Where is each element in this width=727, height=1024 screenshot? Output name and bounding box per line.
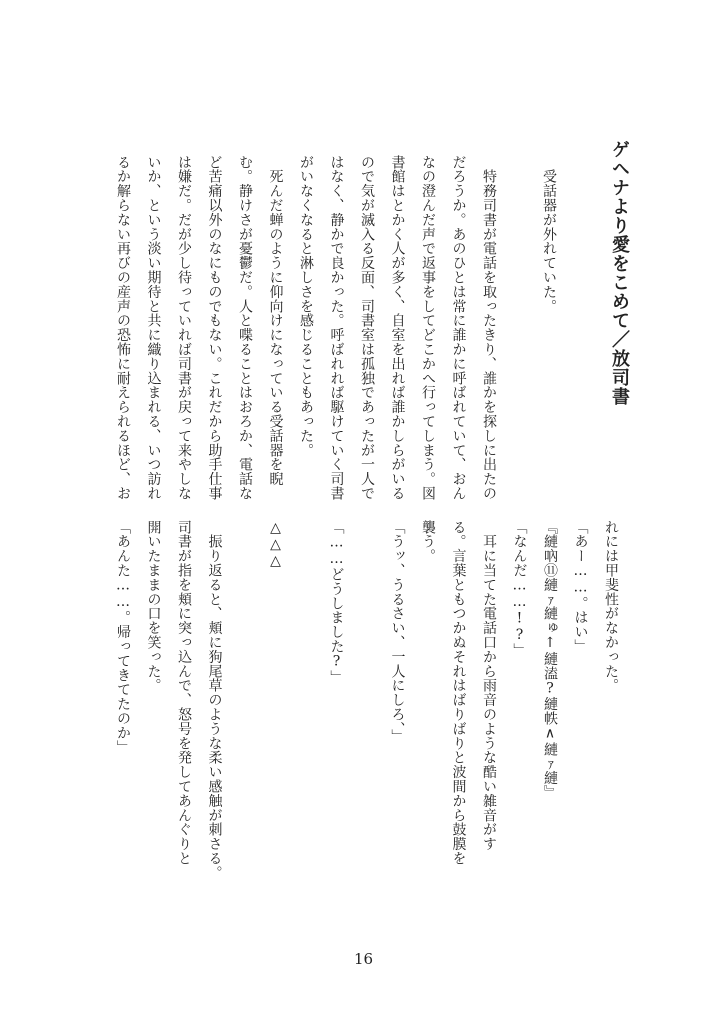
text-column: 「あんた……。帰ってきてたのか」 (115, 520, 131, 755)
text-column: 「うッ、うるさい、一人にしろ、」 (389, 520, 406, 744)
page-number: 16 (353, 950, 374, 968)
text-column: はなく、静かで良かった。呼ばれれば駆けていく司書 (328, 155, 345, 501)
text-column: む。静けさが憂鬱だ。人と喋ることはおろか、電話な (237, 155, 253, 501)
text-column: 司書が指を頬に突っ込んで、怒号を発してあんぐりと (176, 520, 192, 866)
text-column: 受話器が外れていた。 (541, 155, 557, 314)
text-column: るか解らない再びの産声の恐怖に耐えられるほど、お (115, 155, 131, 501)
text-column: 死んだ蝉のように仰向けになっている受話器を睨 (267, 155, 284, 487)
text-column: 特務司書が電話を取ったきり、誰かを探しに出たの (481, 155, 497, 501)
text-column: 「なんだ……!?」 (511, 520, 528, 658)
text-column: 開いたままの口を笑った。 (145, 520, 162, 693)
text-column: ので気が滅入る反面、司書室は孤独であったが一人で (359, 155, 375, 501)
text-column: がいなくなると淋しさを感じることもあった。 (298, 155, 314, 458)
text-column: なの澄んだ声で返事をしてどこかへ行ってしまう。図 (420, 155, 436, 501)
text-column: は嫌だ。だが少し待っていれば司書が戻って来やしな (176, 155, 192, 501)
text-column: れには甲斐性がなかった。 (603, 520, 619, 693)
text-column: ど苦痛以外のなにものでもない。これだから助手仕事 (206, 155, 223, 501)
scene-break-marker: △△△ (267, 520, 284, 570)
text-column: る。言葉ともつかぬそれはばりばりと波間から鼓膜を (450, 520, 467, 866)
text-column: 振り返ると、頬に狗尾草のような柔い感触が刺さる。 (206, 520, 223, 880)
text-column: だろうか。あのひとは常に誰かに呼ばれていて、おん (450, 155, 467, 501)
text-column: 書館はとかく人が多く、自室を出れば誰かしらがいる (389, 155, 406, 501)
text-column: 耳に当てた電話口から雨音のような酷い雑音がす (481, 520, 497, 852)
text-column: 「……どうしました?」 (328, 520, 345, 685)
story-title: ゲヘナより愛をこめて／放司書 (609, 140, 630, 406)
garbled-text-column: 『縺吶⑪縺ｧ縺ゅ↑縺溘?縺帙∧縺ｧ縺』 (542, 520, 558, 800)
text-column: 「あー……。はい」 (572, 520, 589, 654)
text-column: 襲う。 (420, 520, 436, 564)
text-column: いか、という淡い期待と共に織り込まれる、いつ訪れ (145, 155, 162, 501)
